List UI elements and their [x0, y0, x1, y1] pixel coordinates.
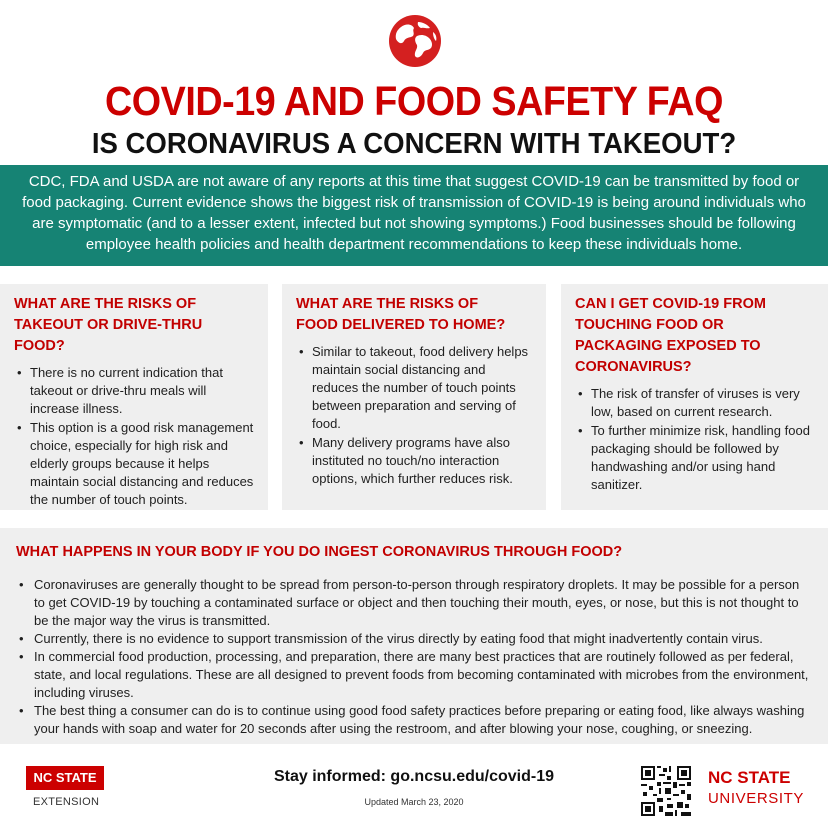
card-takeout: [0, 284, 268, 510]
intro-banner: [0, 165, 828, 266]
list-item: • The risk of transfer of viruses is very low, based on current research.: [575, 385, 814, 421]
card-bullet-list: [296, 343, 532, 488]
card-bullet-list: [14, 364, 254, 509]
card-bullet-list: [575, 385, 814, 494]
card-heading: WHAT ARE THE RISKS OF TAKEOUT OR DRIVE-THRU FOOD?: [14, 296, 203, 354]
list-item: • In commercial food production, processing, and preparation, there are many best practices that are routinely followed as per federal, state, and local regulations. These are all designed to prevent foods from becoming contaminated with microbes from the environment, including viruses.: [16, 648, 812, 702]
extension-label: EXTENSION: [33, 796, 100, 808]
card-delivery: [282, 284, 546, 510]
card-heading: WHAT ARE THE RISKS OF FOOD DELIVERED TO HOME?: [296, 296, 506, 333]
nc-state-university-subtitle: UNIVERSITY: [708, 790, 805, 807]
globe-icon: [388, 14, 442, 68]
list-item: • This option is a good risk management choice, especially for high risk and elderly groups because it helps maintain social distancing and reduces the number of touch points.: [14, 419, 254, 509]
updated-date: Updated March 23, 2020: [364, 797, 464, 807]
list-item: • Similar to takeout, food delivery helps maintain social distancing and reduces the number of touch points between preparation and serving of food.: [296, 343, 532, 433]
list-item: • Many delivery programs have also instituted no touch/no interaction options, which further reduces risk.: [296, 434, 532, 488]
ingest-section: [0, 528, 828, 744]
card-heading: CAN I GET COVID-19 FROM TOUCHING FOOD OR PACKAGING EXPOSED TO CORONAVIRUS?: [575, 296, 766, 375]
nc-state-extension-logo: NC STATE: [26, 766, 104, 790]
list-item: • The best thing a consumer can do is to continue using good food safety practices before preparing or eating food, like always washing your hands with soap and water for 20 seconds after using the restroom, and after blowing your nose, coughing, or sneezing.: [16, 702, 812, 738]
page-subtitle: IS CORONAVIRUS A CONCERN WITH TAKEOUT?: [91, 128, 737, 160]
card-packaging: [561, 284, 828, 510]
list-item: • To further minimize risk, handling food packaging should be followed by handwashing and/or using hand sanitizer.: [575, 422, 814, 494]
qr-code-icon[interactable]: [641, 766, 691, 816]
section-bullet-list: [16, 576, 812, 738]
section-heading: WHAT HAPPENS IN YOUR BODY IF YOU DO INGEST CORONAVIRUS THROUGH FOOD?: [16, 544, 623, 560]
page-title: COVID-19 AND FOOD SAFETY FAQ: [105, 78, 723, 124]
intro-text: CDC, FDA and USDA are not aware of any reports at this time that suggest COVID-19 can be transmitted by food or food packaging. Current evidence shows the biggest risk of transmission of COVID-19 is being around individuals who are symptomatic (and to a lesser extent, infected but not showing symptoms.) Food businesses should be following employee health policies and health department recommendations to keep these individuals home.: [22, 173, 806, 253]
nc-state-university-logo: NC STATE: [708, 768, 791, 787]
list-item: • Currently, there is no evidence to support transmission of the virus directly by eating food that might inadvertently contain virus.: [16, 630, 812, 648]
stay-informed-link[interactable]: Stay informed: go.ncsu.edu/covid-19: [273, 768, 555, 785]
list-item: • There is no current indication that takeout or drive-thru meals will increase illness.: [14, 364, 254, 418]
list-item: • Coronaviruses are generally thought to be spread from person-to-person through respiratory droplets. It may be possible for a person to get COVID-19 by touching a contaminated surface or object and then touching their mouth, eyes, or nose, but this is not thought to be the major way the virus is transmitted.: [16, 576, 812, 630]
